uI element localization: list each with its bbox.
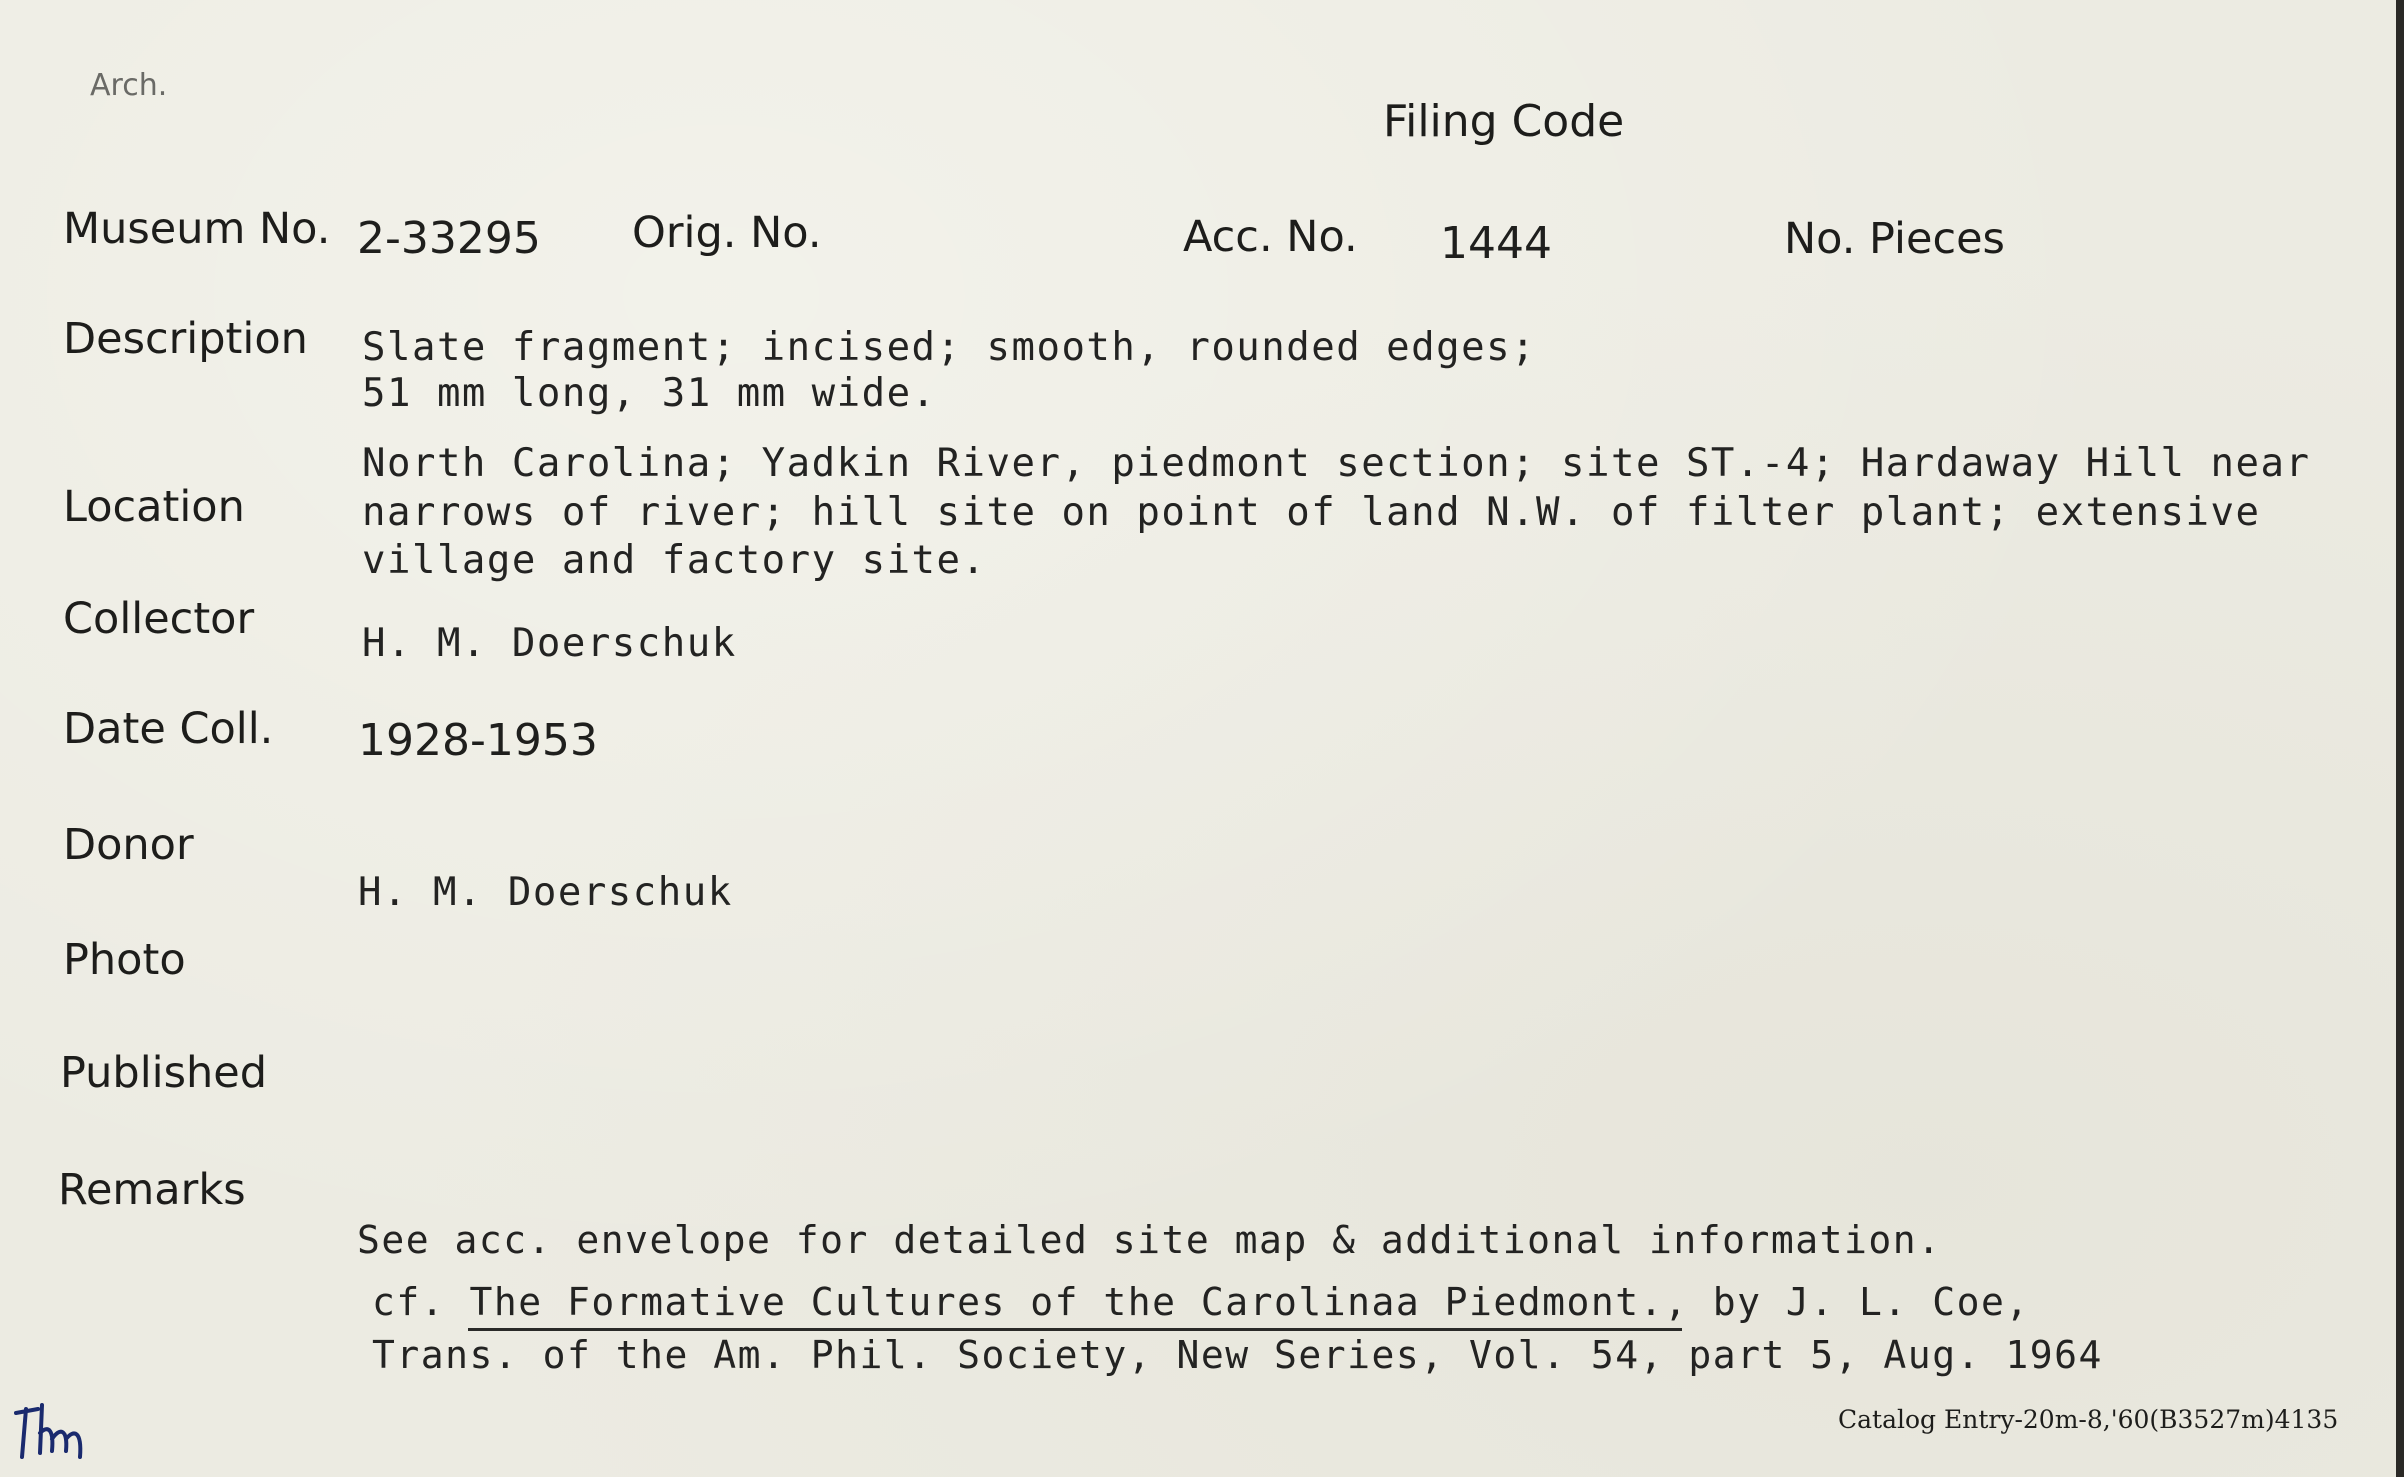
location-line-2: narrows of river; hill site on point of land N.W. of filter plant; extensive (362, 490, 2261, 535)
remarks-label: Remarks (58, 1165, 246, 1215)
corner-stamp: Arch. (90, 68, 168, 103)
acc-no-value: 1444 (1440, 218, 1552, 269)
donor-label: Donor (63, 820, 194, 870)
card-edge (2396, 0, 2404, 1477)
description-line-2: 51 mm long, 31 mm wide. (362, 371, 937, 416)
museum-no-label: Museum No. (63, 204, 331, 254)
filing-code-label: Filing Code (1383, 96, 1625, 147)
description-label: Description (63, 314, 308, 364)
catalog-footer: Catalog Entry-20m-8,'60(B3527m)4135 (1838, 1405, 2339, 1434)
date-coll-label: Date Coll. (63, 704, 274, 754)
museum-no-value: 2-33295 (357, 213, 541, 264)
no-pieces-label: No. Pieces (1784, 214, 2005, 264)
location-line-1: North Carolina; Yadkin River, piedmont section; site ST.-4; Hardaway Hill near (362, 441, 2311, 486)
acc-no-label: Acc. No. (1183, 212, 1358, 262)
photo-label: Photo (63, 935, 186, 985)
title-underline (468, 1328, 1682, 1331)
description-line-1: Slate fragment; incised; smooth, rounded edges; (362, 325, 1537, 370)
remarks-line-3: Trans. of the Am. Phil. Society, New Series, Vol. 54, part 5, Aug. 1964 (372, 1333, 2103, 1377)
location-label: Location (63, 482, 245, 532)
remarks-line-2: cf. The Formative Cultures of the Carolinaa Piedmont., by J. L. Coe, (372, 1280, 2030, 1324)
donor-value: H. M. Doerschuk (358, 870, 733, 915)
collector-label: Collector (63, 594, 255, 644)
handwritten-initials (10, 1395, 130, 1465)
remarks-line-1: See acc. envelope for detailed site map & additional information. (357, 1218, 1942, 1262)
orig-no-label: Orig. No. (632, 208, 822, 258)
published-label: Published (60, 1048, 268, 1098)
collector-value: H. M. Doerschuk (362, 621, 737, 666)
location-line-3: village and factory site. (362, 538, 987, 583)
date-coll-value: 1928-1953 (358, 715, 598, 766)
